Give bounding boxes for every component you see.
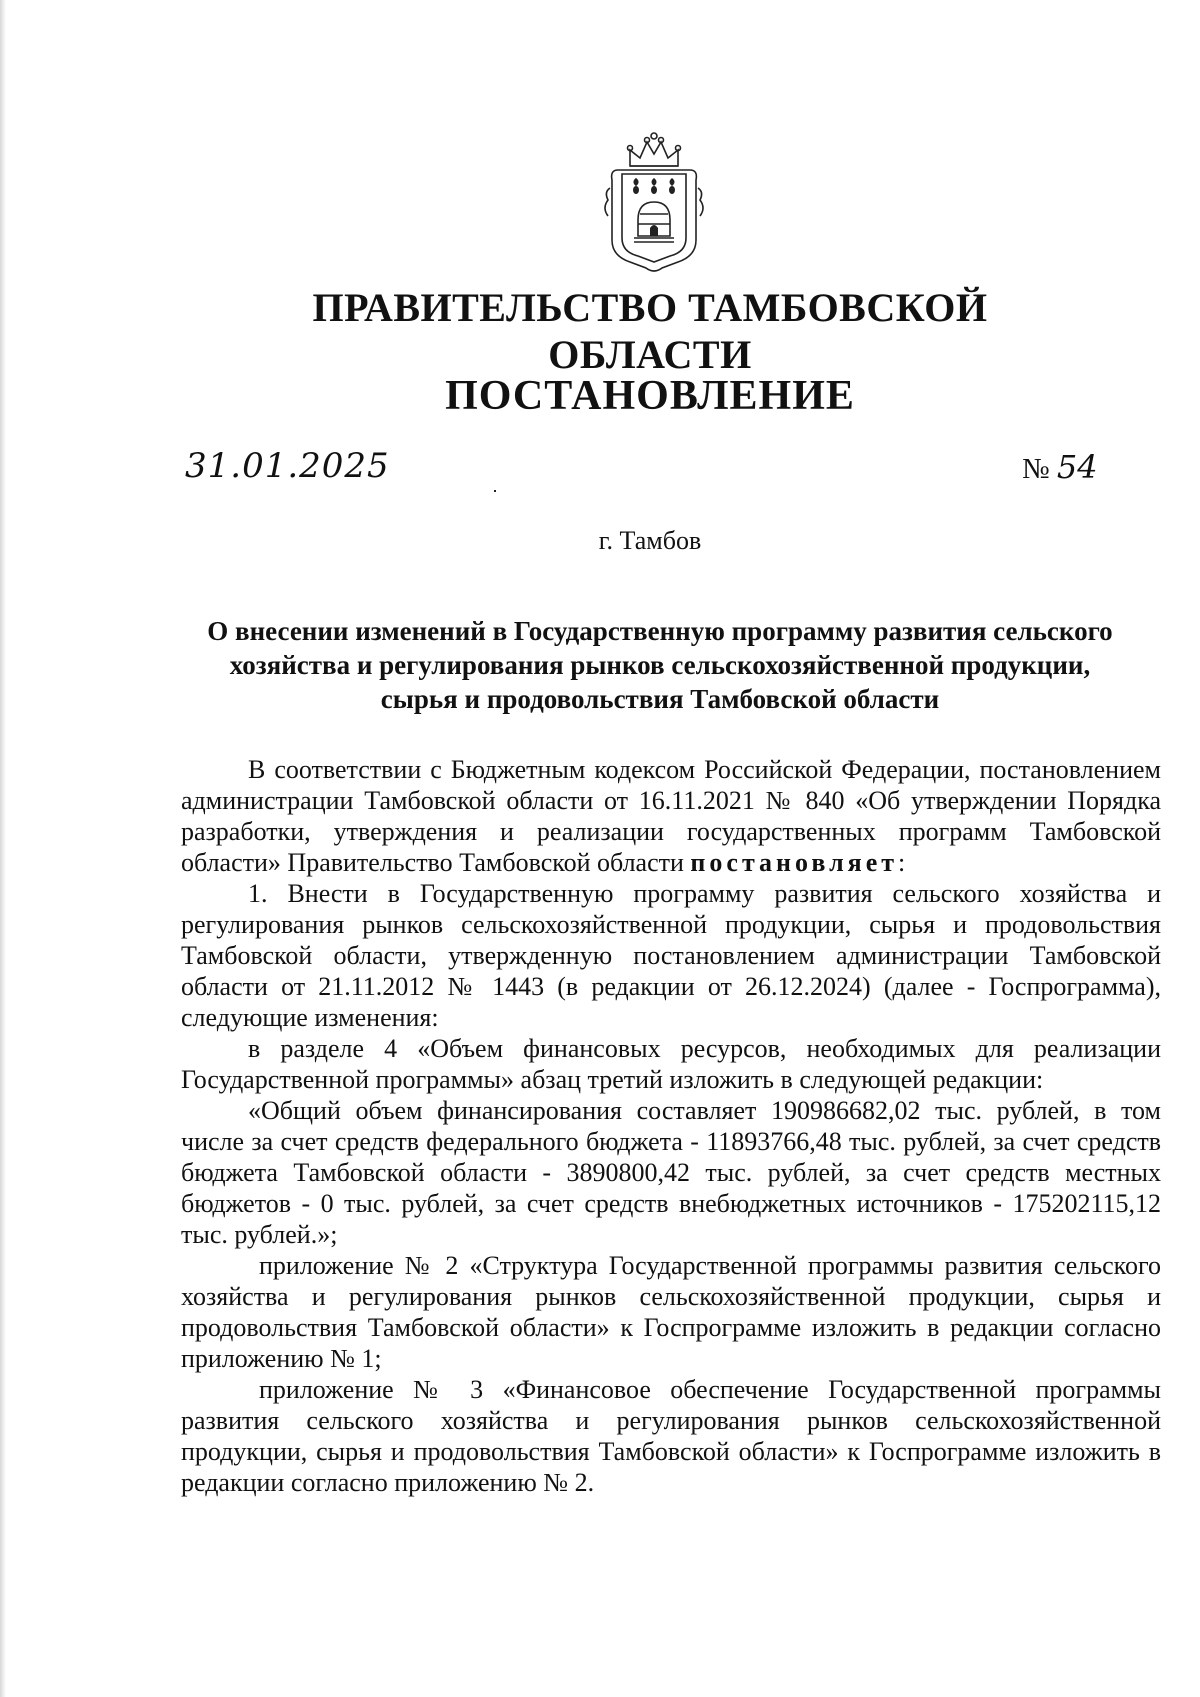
subject-line: сырья и продовольствия Тамбовской области bbox=[380, 684, 940, 714]
subject-line: хозяйства и регулирования рынков сельскохозяйственной продукции, bbox=[229, 650, 1091, 680]
appendix-2-paragraph: приложение № 2 «Структура Государственной программы развития сельского хозяйства и регулирования рынков сельскохозяйственной продукции, сырья и продовольствия Тамбовской области» к Госпрограмме изложить в редакции согласно приложению № 1; bbox=[181, 1251, 1161, 1373]
number-value: 54 bbox=[1056, 448, 1098, 486]
document-type-title: ПОСТАНОВЛЕНИЕ bbox=[445, 373, 855, 419]
document-body bbox=[181, 754, 1161, 1498]
section-4-paragraph: в разделе 4 «Объем финансовых ресурсов, необходимых для реализации Государственной программы» абзац третий изложить в следующей редакции: bbox=[181, 1034, 1161, 1094]
item-1-paragraph: 1. Внести в Государственную программу развития сельского хозяйства и регулирования рынков сельскохозяйственной продукции, сырья и продовольствия Тамбовской области, утвержденную постановлением администрации Тамбовской области от 21.11.2012 № 1443 (в редакции от 26.12.2024) (далее - Госпрограмма), следующие изменения: bbox=[181, 879, 1161, 1032]
document-number bbox=[1022, 448, 1098, 486]
preamble-colon: : bbox=[898, 848, 906, 877]
scan-speck bbox=[494, 490, 496, 492]
resolves-verb: постановляет bbox=[690, 848, 899, 877]
number-sign: № bbox=[1022, 453, 1050, 485]
subject-line: О внесении изменений в Государственную программу развития сельского bbox=[207, 616, 1113, 646]
city-line: г. Тамбов bbox=[598, 526, 702, 555]
document-date: 31.01.2025 bbox=[185, 446, 390, 486]
tambov-region-coat-of-arms-icon bbox=[600, 128, 708, 278]
document-subject bbox=[180, 614, 1140, 716]
funding-quote-paragraph: «Общий объем финансирования составляет 190986682,02 тыс. рублей, в том числе за счет средств федерального бюджета - 11893766,48 тыс. рублей, за счет средств бюджета Тамбовской области - 3890800,42 тыс. рублей, за счет средств местных бюджетов - 0 тыс. рублей, за счет средств внебюджетных источников - 175202115,12 тыс. рублей.»; bbox=[181, 1096, 1161, 1249]
preamble-paragraph bbox=[181, 754, 1161, 878]
preamble-text: В соответствии с Бюджетным кодексом Российской Федерации, постановлением администрации Тамбовской области от 16.11.2021 № 840 «Об утверждении Порядка разработки, утверждения и реализации государственных программ Тамбовской области» Правительство Тамбовской области bbox=[181, 755, 1161, 877]
scan-edge-shadow bbox=[0, 0, 6, 1697]
appendix-3-paragraph: приложение № 3 «Финансовое обеспечение Государственной программы развития сельского хозяйства и регулирования рынков сельскохозяйственной продукции, сырья и продовольствия Тамбовской области» к Госпрограмме изложить в редакции согласно приложению № 2. bbox=[181, 1375, 1161, 1497]
coat-of-arms-emblem bbox=[600, 128, 708, 278]
authority-title: ПРАВИТЕЛЬСТВО ТАМБОВСКОЙ ОБЛАСТИ bbox=[312, 285, 988, 377]
